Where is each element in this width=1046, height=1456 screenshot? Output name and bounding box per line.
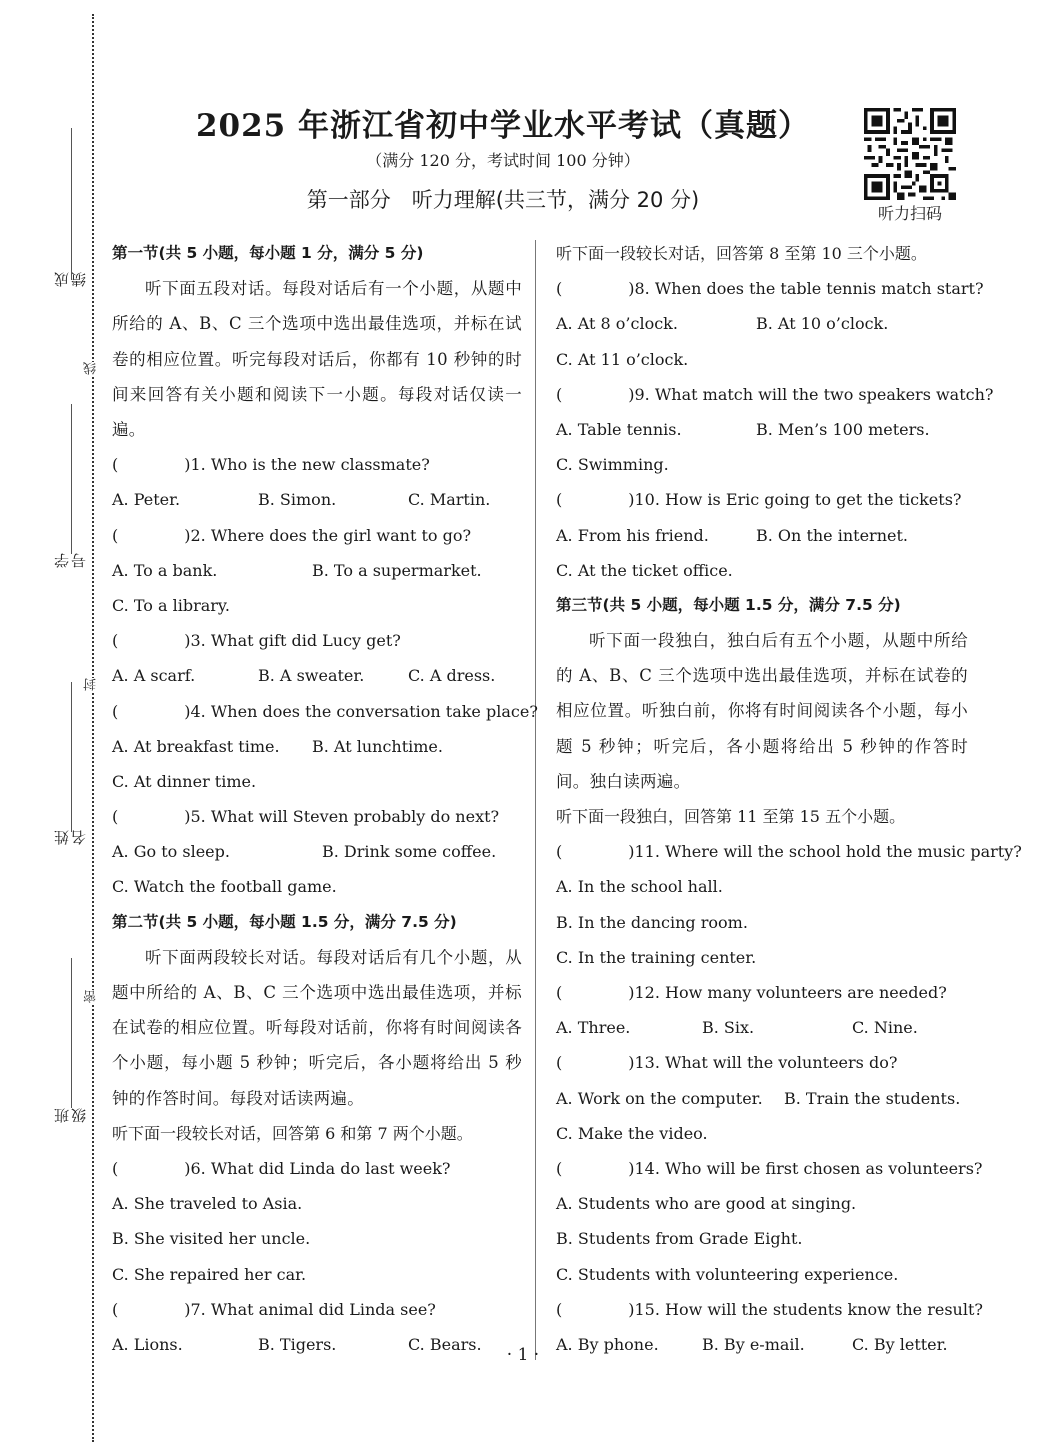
question-stem: 15. How will the students know the result? — [634, 1299, 983, 1319]
question-stem: 12. How many volunteers are needed? — [634, 983, 947, 1003]
binding-rule — [71, 682, 72, 832]
question-4-options-row2 — [112, 764, 522, 799]
question-stem: 2. Where does the girl want to go? — [190, 525, 472, 545]
class-label: 班级 — [53, 1108, 88, 1123]
option-c[interactable]: C. Martin. — [408, 490, 491, 510]
question-8-options — [556, 306, 968, 341]
question-13: ( )13. What will the volunteers do? — [556, 1053, 898, 1073]
option-b[interactable]: B. Tigers. — [258, 1334, 337, 1354]
question-10-options — [556, 518, 968, 553]
option-b[interactable]: B. By e-mail. — [702, 1334, 805, 1354]
option-c[interactable]: C. By letter. — [852, 1334, 948, 1354]
question-stem: 4. When does the conversation take place? — [190, 701, 538, 721]
qr-code-icon[interactable] — [862, 108, 958, 200]
option-a[interactable]: A. To a bank. — [112, 560, 218, 580]
question-stem: 8. When does the table tennis match start? — [634, 279, 984, 299]
option-a[interactable]: A. Work on the computer. — [556, 1088, 763, 1108]
question-9: ( )9. What match will the two speakers watch? — [556, 384, 994, 404]
option-b[interactable]: B. On the internet. — [756, 525, 908, 545]
option-b[interactable]: B. Train the students. — [784, 1088, 961, 1108]
name-label: 姓名 — [53, 830, 88, 845]
question-4-options — [112, 729, 522, 764]
option-b[interactable]: B. Simon. — [258, 490, 337, 510]
option-a[interactable]: A. In the school hall. — [556, 877, 723, 897]
binding-mark-secret: 密 — [84, 990, 102, 1003]
option-c[interactable]: C. In the training center. — [556, 947, 757, 967]
option-a[interactable]: A. Go to sleep. — [112, 842, 230, 862]
option-a[interactable]: A. Three. — [556, 1018, 631, 1038]
question-stem: 11. Where will the school hold the music party? — [634, 842, 1022, 862]
question-2-options — [112, 553, 522, 588]
question-13-options — [556, 1081, 968, 1116]
question-stem: 9. What match will the two speakers watch? — [634, 384, 994, 404]
section-1-instructions: 听下面五段对话。每段对话后有一个小题，从题中所给的 A、B、C 三个选项中选出最佳选项，并标在试卷的相应位置。听完每段对话后，你都有 10 秒钟的时间来回答有关小题和阅读下一小题。每段对话仅读一遍。 — [112, 279, 522, 439]
option-c[interactable]: C. Make the video. — [556, 1123, 708, 1143]
part-one-title: 第一部分 听力理解(共三节，满分 20 分) — [306, 188, 700, 212]
option-b[interactable]: B. A sweater. — [258, 666, 365, 686]
option-a[interactable]: A. She traveled to Asia. — [112, 1194, 303, 1214]
question-stem: 6. What did Linda do last week? — [190, 1159, 451, 1179]
option-c[interactable]: C. Swimming. — [556, 455, 669, 475]
option-b[interactable]: B. She visited her uncle. — [112, 1229, 311, 1249]
question-2-options-row2 — [112, 588, 522, 623]
option-a[interactable]: A. At breakfast time. — [112, 736, 280, 756]
exam-title: 2025 年浙江省初中学业水平考试（真题） — [195, 108, 811, 144]
question-5-options-row2 — [112, 869, 522, 904]
option-c[interactable]: C. Watch the football game. — [112, 877, 337, 897]
option-c[interactable]: C. She repaired her car. — [112, 1264, 307, 1284]
option-c[interactable]: C. Nine. — [852, 1018, 918, 1038]
section-2-title: 第二节(共 5 小题，每小题 1.5 分，满分 7.5 分) — [112, 912, 457, 931]
option-b[interactable]: B. Drink some coffee. — [322, 842, 497, 862]
question-1: ( )1. Who is the new classmate? — [112, 455, 430, 475]
option-c[interactable]: C. To a library. — [112, 595, 230, 615]
option-c[interactable]: C. Bears. — [408, 1334, 482, 1354]
question-6: ( )6. What did Linda do last week? — [112, 1159, 451, 1179]
question-stem: 13. What will the volunteers do? — [634, 1053, 898, 1073]
page-number: · 1 · — [506, 1345, 540, 1365]
option-b[interactable]: B. In the dancing room. — [556, 912, 748, 932]
question-4: ( )4. When does the conversation take place? — [112, 701, 538, 721]
question-3-options — [112, 658, 522, 693]
option-b[interactable]: B. At 10 o’clock. — [756, 314, 889, 334]
section-1-title: 第一节(共 5 小题，每小题 1 分，满分 5 分) — [112, 244, 424, 262]
option-c[interactable]: C. Students with volunteering experience. — [556, 1264, 899, 1284]
question-5-options — [112, 834, 522, 869]
exam-subtitle: （满分 120 分，考试时间 100 分钟） — [366, 151, 640, 170]
question-10: ( )10. How is Eric going to get the tickets? — [556, 490, 962, 510]
question-14: ( )14. Who will be first chosen as volunteers? — [556, 1158, 983, 1178]
option-b[interactable]: B. Six. — [702, 1018, 755, 1038]
question-12: ( )12. How many volunteers are needed? — [556, 983, 947, 1003]
question-9-options — [556, 412, 968, 447]
option-b[interactable]: B. Students from Grade Eight. — [556, 1229, 803, 1249]
option-c[interactable]: C. At the ticket office. — [556, 560, 733, 580]
option-a[interactable]: A. Peter. — [112, 490, 181, 510]
section-2-lead-2: 听下面一段较长对话，回答第 8 至第 10 三个小题。 — [556, 244, 927, 263]
option-c[interactable]: C. At dinner time. — [112, 771, 257, 791]
section-2-lead-1: 听下面一段较长对话，回答第 6 和第 7 两个小题。 — [112, 1123, 473, 1143]
binding-rule — [71, 128, 72, 280]
question-stem: 1. Who is the new classmate? — [190, 455, 430, 475]
option-a[interactable]: A. From his friend. — [556, 525, 709, 545]
question-7: ( )7. What animal did Linda see? — [112, 1299, 436, 1319]
question-stem: 7. What animal did Linda see? — [190, 1299, 436, 1319]
binding-mark-line: 线 — [84, 362, 102, 375]
question-1-options — [112, 482, 522, 517]
question-stem: 10. How is Eric going to get the tickets? — [634, 490, 962, 510]
question-stem: 5. What will Steven probably do next? — [190, 807, 500, 827]
question-2: ( )2. Where does the girl want to go? — [112, 525, 472, 545]
option-c[interactable]: C. At 11 o’clock. — [556, 349, 689, 369]
option-b[interactable]: B. To a supermarket. — [312, 560, 482, 580]
section-3-instructions: 听下面一段独白，独白后有五个小题，从题中所给的 A、B、C 三个选项中选出最佳选项，并标在试卷的相应位置。听独白前，你将有时间阅读各个小题，每小题 5 秒钟；听完后，各小题将给出 5 秒钟的作答时间。独白读两遍。 — [556, 631, 968, 791]
question-12-options — [556, 1010, 968, 1045]
section-2-instructions: 听下面两段较长对话。每段对话后有几个小题，从题中所给的 A、B、C 三个选项中选出最佳选项，并标在试卷的相应位置。听每段对话前，你将有时间阅读各个小题，每小题 5 秒钟；听完后，各小题将给出 5 秒钟的作答时间。每段对话读两遍。 — [112, 947, 522, 1108]
binding-rule — [71, 404, 72, 554]
question-stem: 3. What gift did Lucy get? — [190, 631, 401, 651]
binding-mark-seal: 封 — [84, 678, 102, 691]
section-3-lead: 听下面一段独白，回答第 11 至第 15 五个小题。 — [556, 807, 906, 827]
right-column — [556, 236, 1022, 1362]
question-5: ( )5. What will Steven probably do next? — [112, 807, 500, 827]
option-a[interactable]: A. Students who are good at singing. — [556, 1194, 857, 1214]
option-a[interactable]: A. Lions. — [112, 1334, 183, 1354]
question-15: ( )15. How will the students know the result? — [556, 1299, 983, 1319]
student-id-label: 学号 — [53, 553, 88, 568]
option-a[interactable]: A. By phone. — [556, 1334, 659, 1354]
option-c[interactable]: C. A dress. — [408, 666, 496, 686]
option-a[interactable]: A. A scarf. — [112, 666, 196, 686]
column-divider — [535, 240, 536, 1360]
question-3: ( )3. What gift did Lucy get? — [112, 631, 401, 651]
question-8: ( )8. When does the table tennis match start? — [556, 279, 984, 299]
left-column — [112, 236, 538, 1362]
question-11: ( )11. Where will the school hold the music party? — [556, 842, 1022, 862]
qr-label: 听力扫码 — [877, 204, 942, 223]
question-stem: 14. Who will be first chosen as volunteers? — [634, 1158, 983, 1178]
option-b[interactable]: B. At lunchtime. — [312, 736, 443, 756]
score-label: 成绩 — [53, 272, 88, 287]
binding-rule — [71, 958, 72, 1108]
binding-dotted-line — [92, 14, 94, 1442]
option-a[interactable]: A. At 8 o’clock. — [556, 314, 678, 334]
option-a[interactable]: A. Table tennis. — [556, 419, 682, 439]
section-3-title: 第三节(共 5 小题，每小题 1.5 分，满分 7.5 分) — [556, 595, 901, 614]
option-b[interactable]: B. Men’s 100 meters. — [756, 419, 930, 439]
